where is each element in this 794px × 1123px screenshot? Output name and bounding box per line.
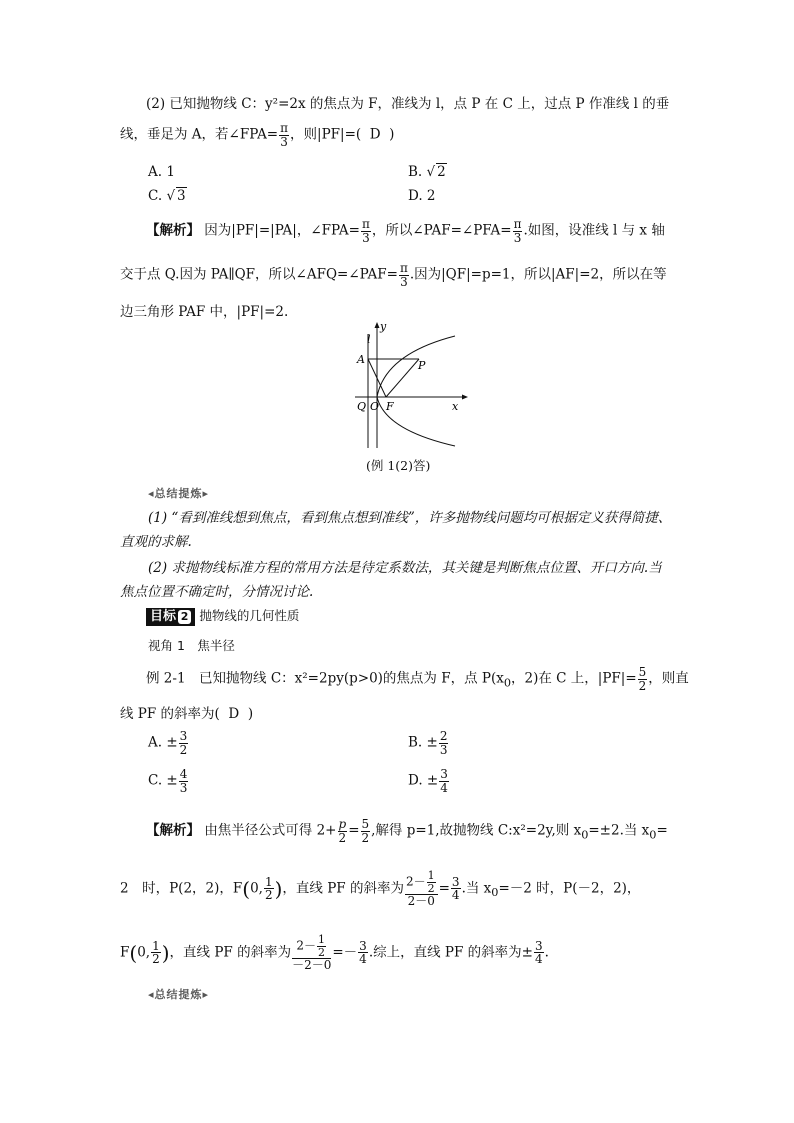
summary-heading-1: ◂总结提炼▸ — [148, 487, 210, 500]
option-a: A. 1 — [148, 164, 175, 180]
section-badge: 目标 2 — [146, 608, 195, 626]
section-2-title: 抛物线的几何性质 — [199, 608, 300, 623]
answer-letter: D — [369, 126, 381, 143]
example-2-1-line-2: 线 PF 的斜率为( D ) — [120, 706, 254, 722]
label-o: O — [370, 400, 380, 413]
summary-1-p1: (1) “看到准线想到焦点，看到焦点想到准线”，许多抛物线问题均可根据定义获得简捷、 — [148, 510, 672, 526]
summary-1-p2b: 焦点位置不确定时，分情况讨论. — [120, 584, 314, 600]
y-axis-arrow — [375, 322, 380, 328]
view-heading: 视角 1 焦半径 — [148, 638, 235, 653]
option-d: D. 2 — [408, 188, 436, 204]
parabola-figure — [355, 320, 470, 450]
figure-caption: (例 1(2)答) — [366, 458, 431, 473]
label-p: P — [418, 359, 426, 372]
solution-1-line-1: 【解析】 因为|PF|=|PA|，∠FPA= $\frac{\pi}{3}$ ，所以∠PAF=∠PFA= $\frac{\pi}{3}$ .如图，设准线 l 与 x 轴 — [146, 217, 665, 245]
solution-2-1-line-3: F(0, $\frac{1}{2}$ )，直线 PF 的斜率为 2－ $\frac{1}{2}$ －2－0 =－ $\frac{3}{4}$ .综上，直线 PF 的斜率为± $\frac{3}{4}$ . — [120, 933, 549, 973]
example-2-1-line-1: 例 2-1 已知抛物线 C：x²=2py(p>0)的焦点为 F，点 $P(x_0$，2)在 C 上，|PF|= $\frac{5}{2}$ ，则直 — [146, 665, 689, 693]
solution-tag: 【解析】 — [146, 222, 200, 239]
fraction-pi-over-3: $\frac{\pi}{3}$ — [280, 121, 289, 149]
label-f: F — [386, 400, 394, 413]
x-axis-arrow — [462, 395, 468, 400]
solution-1-line-2: 交于点 Q.因为 PA∥QF，所以∠AFQ=∠PAF= $\frac{\pi}{3}$ .因为|QF|=p=1，所以|AF|=2，所以在等 — [120, 261, 667, 289]
option-2-c: C. ± $\frac{4}{3}$ — [148, 767, 188, 795]
label-y: y — [380, 320, 387, 333]
segment-pf — [386, 359, 419, 397]
option-2-b: B. ± $\frac{2}{3}$ — [408, 729, 448, 757]
option-b: B. √ 2 — [408, 164, 446, 180]
label-l: l — [367, 333, 371, 346]
summary-heading-2: ◂总结提炼▸ — [148, 988, 210, 1001]
solution-1-line-3: 边三角形 PAF 中，|PF|=2. — [120, 304, 289, 320]
option-2-d: D. ± $\frac{3}{4}$ — [408, 767, 448, 795]
solution-2-1-line-1: 【解析】 由焦半径公式可得 2+ $\frac{p}{2}$ = $\frac{5}{2}$ ,解得 p=1,故抛物线 C:x²=2y,则 $x_0=\pm 2$.当 $x_0=$ — [146, 817, 668, 845]
label-a: A — [357, 353, 365, 366]
summary-1-p2: (2) 求抛物线标准方程的常用方法是待定系数法，其关键是判断焦点位置、开口方向.当 — [148, 560, 662, 576]
label-q: Q — [357, 400, 367, 413]
parabola-curve — [377, 336, 455, 446]
solution-2-1-line-2: 2 时，P(2，2)，F(0, $\frac{1}{2}$ )，直线 PF 的斜率为 2－ $\frac{1}{2}$ 2－0 = $\frac{3}{4}$ .当 $x_0=-2$ 时，P(－2，2)， — [120, 869, 641, 909]
option-c: C. √ 3 — [148, 188, 186, 204]
option-2-a: A. ± $\frac{3}{2}$ — [148, 729, 188, 757]
problem-line-2: 线，垂足为 A，若∠FPA= $\frac{\pi}{3}$ ，则|PF|=( D ) — [120, 121, 395, 149]
answer-letter-2: D — [228, 706, 240, 722]
problem-line-1: (2) 已知抛物线 C：y²=2x 的焦点为 F，准线为 l，点 P 在 C 上，过点 P 作准线 l 的垂 — [146, 96, 670, 112]
section-2-heading — [146, 606, 299, 626]
summary-1-p1b: 直观的求解. — [120, 534, 192, 550]
label-x: x — [452, 400, 459, 413]
